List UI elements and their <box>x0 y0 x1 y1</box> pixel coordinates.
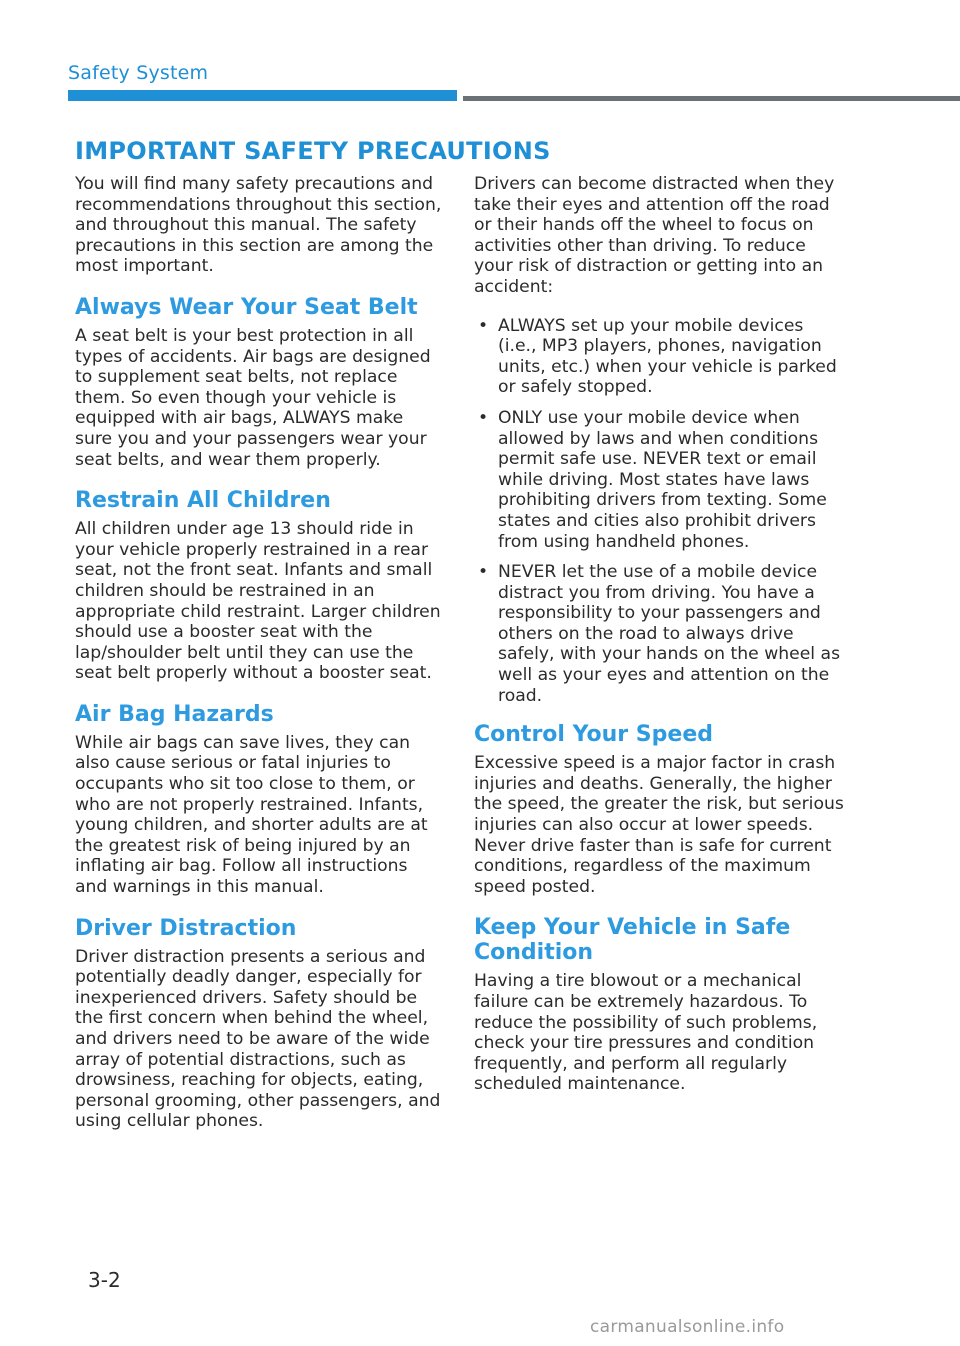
speed-paragraph: Excessive speed is a major factor in crash injuries and deaths. Generally, the higher the speed, the greater the risk, but serious injuries can also occur at lower speeds. Never drive faster than is safe for current conditions, regardless of the maximum speed posted. <box>474 753 844 897</box>
intro-paragraph: You will find many safety precautions and recommendations throughout this section, and throughout this manual. The safety precautions in this section are among the most important. <box>75 174 442 277</box>
condition-heading: Keep Your Vehicle in Safe Condition <box>474 915 791 966</box>
airbag-paragraph: While air bags can save lives, they can also cause serious or fatal injuries to occupants who sit too close to them, or who are not properly restrained. Infants, young children, and shorter adults are at the greatest risk of being injured by an inflating air bag. Follow all instructions and warnings in this manual. <box>75 732 428 898</box>
distraction-heading: Driver Distraction <box>75 915 297 941</box>
speed-heading: Control Your Speed <box>474 722 713 748</box>
list-item-text: ONLY use your mobile device when allowed by laws and when conditions permit safe use. NEVER text or email while driving. Most states have laws prohibiting drivers from texting. Some states and cities also prohibit drivers from using handheld phones. <box>498 407 827 552</box>
condition-paragraph: Having a tire blowout or a mechanical failure can be extremely hazardous. To reduce the possibility of such problems, check your tire pressures and condition frequently, and perform all regularly scheduled maintenance. <box>474 971 818 1095</box>
distraction-paragraph: Driver distraction presents a serious and potentially deadly danger, especially for inexperienced drivers. Safety should be the first concern when behind the wheel, and drivers need to be aware of the wide array of potential distractions, such as drowsiness, reaching for objects, eating, personal grooming, other passengers, and using cellular phones. <box>75 946 441 1132</box>
children-heading: Restrain All Children <box>75 488 331 514</box>
list-item <box>474 316 844 398</box>
section-title: Safety System <box>68 62 209 84</box>
seatbelt-paragraph: A seat belt is your best protection in all types of accidents. Air bags are designed to supplement seat belts, not replace them. So even though your vehicle is equipped with air bags, ALWAYS make sure you and your passengers wear your seat belts, and wear them properly. <box>75 325 431 470</box>
bullet-icon: • <box>478 562 489 583</box>
bullet-icon: • <box>478 407 489 428</box>
left-column <box>75 174 445 1150</box>
header-accent-bar <box>68 90 457 101</box>
bullet-icon: • <box>478 315 489 336</box>
seatbelt-heading: Always Wear Your Seat Belt <box>75 294 418 320</box>
children-paragraph: All children under age 13 should ride in your vehicle properly restrained in a rear seat, not the front seat. Infants and small children should be restrained in an appropriate child restraint. Larger children should use a booster seat with the lap/shoulder belt until they can use the seat belt properly without a booster seat. <box>75 519 441 684</box>
distraction-intro-paragraph: Drivers can become distracted when they take their eyes and attention off the road or their hands off the wheel to focus on activities other than driving. To reduce your risk of distraction or getting into an accident: <box>474 174 835 297</box>
list-item-text: ALWAYS set up your mobile devices (i.e., MP3 players, phones, navigation units, etc.) when your vehicle is parked or safely stopped. <box>498 315 837 398</box>
page-title: IMPORTANT SAFETY PRECAUTIONS <box>75 137 551 165</box>
list-item <box>474 562 844 706</box>
list-item-text: NEVER let the use of a mobile device distract you from driving. You have a responsibility to your passengers and others on the road to always drive safely, with your hands on the wheel as well as your eyes and attention on the road. <box>498 562 841 706</box>
airbag-heading: Air Bag Hazards <box>75 701 274 727</box>
header-rule <box>463 96 960 101</box>
watermark: carmanualsonline.info <box>590 1317 785 1337</box>
distraction-tips-list <box>474 316 844 707</box>
page-number: 3-2 <box>88 1268 121 1292</box>
list-item <box>474 408 844 552</box>
right-column <box>474 174 844 1113</box>
